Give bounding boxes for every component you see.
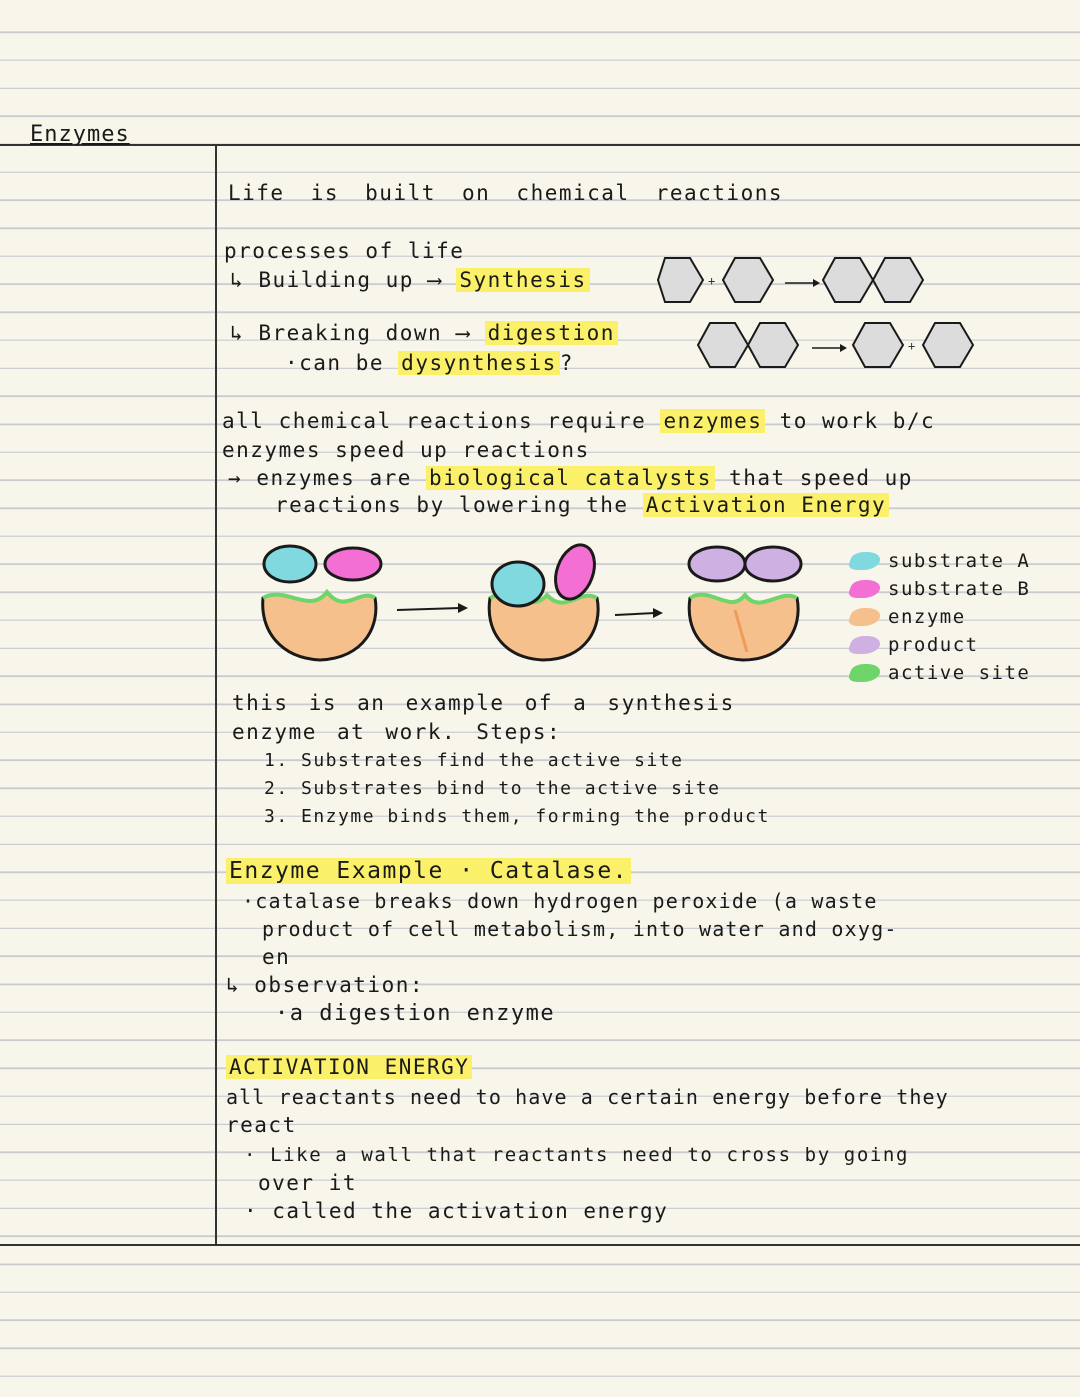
- hook-arrow-icon: ↳: [230, 321, 245, 345]
- hook-arrow-icon: ↳: [230, 268, 245, 292]
- dysynthesis-label: dysynthesis: [398, 351, 560, 375]
- catalase-line-3: en: [262, 945, 291, 969]
- top-margin-line: [0, 144, 1080, 146]
- product-half: [745, 547, 801, 581]
- activation-bullet-1-cont: over it: [258, 1171, 358, 1195]
- reactions-line-1: all chemical reactions require enzymes to work b/c: [222, 409, 936, 433]
- steps-line-1: this is an example of a synthesis: [232, 691, 735, 715]
- step-2: 2. Substrates bind to the active site: [264, 778, 721, 799]
- digestion-hexagon-diagram: [690, 310, 980, 380]
- monomer-hexagon: [923, 323, 973, 367]
- enzyme-synthesis-diagram: [255, 540, 815, 675]
- intro-line: Life is built on chemical reactions: [228, 181, 784, 205]
- swatch-icon: [847, 580, 884, 598]
- activation-bullet-2: · called the activation energy: [244, 1199, 669, 1223]
- legend-substrate-a: substrate A: [850, 550, 1030, 572]
- synthesis-label: Synthesis: [456, 268, 589, 292]
- observation-label: ↳ observation:: [226, 973, 425, 997]
- substrate-b: [325, 548, 381, 580]
- bottom-margin-line: [0, 1244, 1080, 1246]
- arrow-2: [615, 608, 663, 618]
- building-line: [230, 267, 590, 293]
- building-label: Building up: [258, 268, 414, 292]
- step-1: 1. Substrates find the active site: [264, 750, 684, 771]
- catalase-line-1: ·catalase breaks down hydrogen peroxide (a waste: [242, 889, 878, 913]
- synthesis-hexagon-diagram: [645, 245, 935, 315]
- catalase-line-2: product of cell metabolism, into water and oxyg-: [262, 917, 898, 941]
- substrate-a: [264, 546, 316, 582]
- substrate-a: [492, 562, 544, 606]
- activation-energy-highlight: Activation Energy: [643, 493, 889, 517]
- plus-icon: +: [708, 274, 716, 288]
- swatch-icon: [847, 636, 884, 654]
- right-arrow-icon: ⟶: [456, 321, 471, 345]
- legend-product: product: [850, 634, 979, 656]
- right-arrow-icon: →: [228, 466, 243, 490]
- swatch-icon: [847, 608, 884, 626]
- swatch-icon: [847, 664, 884, 682]
- reactions-line-4: reactions by lowering the Activation Energy: [275, 492, 889, 518]
- steps-line-2: enzyme at work. Steps:: [232, 720, 562, 744]
- catalase-heading: Enzyme Example · Catalase.: [226, 858, 631, 884]
- reactions-line-3: → enzymes are biological catalysts that speed up: [228, 466, 913, 490]
- plus-icon: +: [908, 339, 916, 353]
- legend-enzyme: enzyme: [850, 606, 966, 628]
- stage-1-separate-substrates: [263, 546, 381, 660]
- polymer-hexagon: [698, 323, 748, 367]
- catalysts-highlight: biological catalysts: [426, 466, 715, 490]
- polymer-hexagon: [873, 258, 923, 302]
- stage-2-bound-substrates: [489, 540, 601, 660]
- page-title: Enzymes: [30, 122, 130, 147]
- monomer-hexagon: [658, 258, 703, 302]
- right-arrow-icon: ⟶: [428, 268, 443, 292]
- activation-heading: ACTIVATION ENERGY: [226, 1054, 472, 1080]
- product-half: [689, 547, 745, 581]
- legend-active-site: active site: [850, 662, 1030, 684]
- reactions-line-2: enzymes speed up reactions: [222, 438, 590, 462]
- breaking-label: Breaking down: [258, 321, 443, 345]
- observation-item: ·a digestion enzyme: [275, 1001, 556, 1026]
- enzyme: [689, 595, 798, 660]
- digestion-label: digestion: [485, 321, 618, 345]
- activation-bullet-1: · Like a wall that reactants need to cross by going: [244, 1144, 909, 1166]
- polymer-hexagon: [748, 323, 798, 367]
- breaking-line: [230, 320, 618, 346]
- monomer-hexagon: [723, 258, 773, 302]
- polymer-hexagon: [823, 258, 873, 302]
- step-3: 3. Enzyme binds them, forming the product: [264, 806, 770, 827]
- legend-substrate-b: substrate B: [850, 578, 1030, 600]
- swatch-icon: [847, 552, 884, 570]
- stage-3-product: [689, 547, 801, 660]
- margin-divider: [215, 145, 217, 1245]
- monomer-hexagon: [853, 323, 903, 367]
- enzymes-highlight: enzymes: [660, 409, 765, 433]
- processes-heading: processes of life: [224, 239, 465, 263]
- activation-line-2: react: [226, 1113, 297, 1137]
- enzyme: [263, 592, 376, 660]
- arrow-1: [397, 603, 468, 613]
- activation-line-1: all reactants need to have a certain energy before they: [226, 1085, 949, 1109]
- question-line: ·can be dysynthesis ?: [285, 351, 574, 375]
